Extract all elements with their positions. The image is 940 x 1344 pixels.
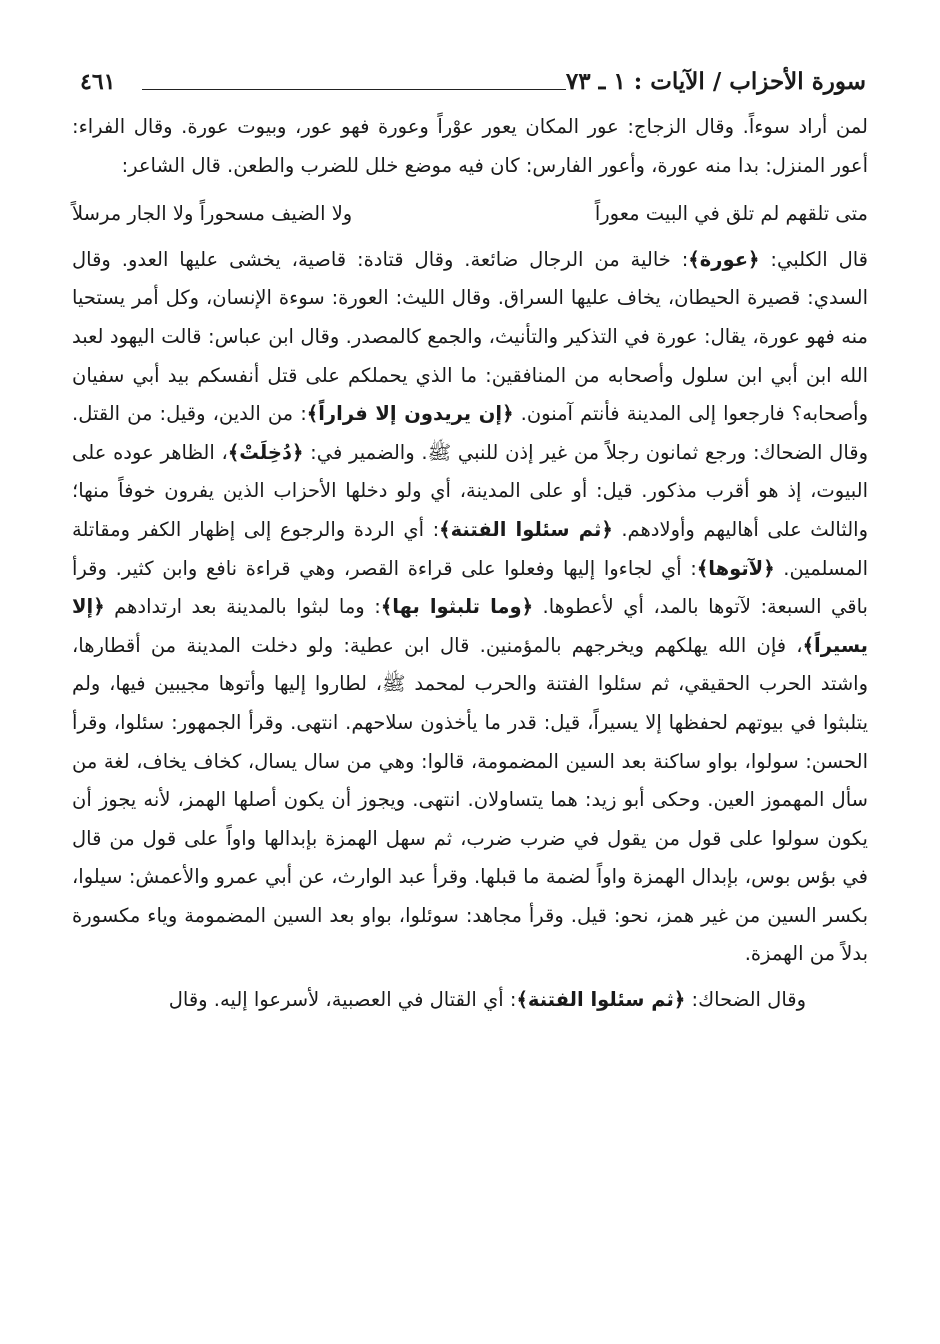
quran-bracket-open: ﴿ [291, 440, 304, 464]
paragraph-text: لمن أراد سوءاً. وقال الزجاج: عور المكان يعور عوْراً وعورة فهو عور، وبيوت عورة. وقال الفراء: أعور المنزل: بدا منه عورة، وأعور الفارس: كان فيه موضع خلل للضرب والطعن. قال الشاعر: [72, 115, 868, 177]
quran-quote-text: ثم سئلوا الفتنة [527, 988, 674, 1012]
paragraph-text: قال الكلبي: [759, 247, 868, 271]
page-header [80, 62, 866, 102]
quran-quote [228, 441, 304, 464]
quran-quote [381, 595, 533, 618]
quran-bracket-open: ﴿ [93, 595, 105, 619]
paragraph-gap [72, 974, 868, 981]
paragraph-text: : خالية من الرجال ضائعة. وقال قتادة: قاصية، يخشى عليها العدو. وقال السدي: قصيرة الحيطان، يخاف عليها السراق. وقال الليث: العورة: سوءة الإنسان، وكل أمر يستحيا منه فهو عورة، يقال: عورة في التذكير والتأنيث، والجمع كالمصدر. وقال ابن عباس: قالت اليهود لعبد الله ابن أبي ابن سلول وأصحابه من المنافقين: ما الذي يحملكم على قتل أنفسكم بيد أبي سفيان وأصحابه؟ فارجعوا إلى المدينة فأنتم آمنون. [72, 247, 868, 426]
quran-bracket-close: ﴾ [696, 556, 709, 580]
quran-bracket-close: ﴾ [439, 517, 451, 541]
quran-quote-text: عورة [699, 247, 749, 271]
header-rule [142, 89, 566, 90]
quran-bracket-open: ﴿ [521, 595, 534, 619]
quran-bracket-open: ﴿ [763, 556, 775, 580]
quran-bracket-close: ﴾ [380, 595, 393, 619]
paragraph-text: : من الدين، وقيل: من القتل. وقال الضحاك: ورجع ثمانون رجلاً من غير إذن للنبي ﷺ. والضمير في: [72, 402, 868, 464]
paragraph-text: ، فإن الله يهلكهم ويخرجهم بالمؤمنين. قال ابن عطية: ولو دخلت المدينة من أقطارها، واشتد الحرب الحقيقي، ثم سئلوا الفتنة والحرب لمحمد ﷺ، لطاروا إليها وأتوها مجيبين فيها، ولم يتلبثوا في بيوتهم لحفظها إلا يسيراً، قيل: قدر ما يأخذون سلاحهم. انتهى. وقرأ الجمهور: سئلوا، وقرأ الحسن: سولوا، بواو ساكنة بعد السين المضمومة، قالوا: وهي من سال يسال، كخاف يخاف، لغة من سأل المهموز العين. وحكى أبو زيد: هما يتساولان. انتهى. ويجوز أن يكون أصلها الهمز، لأنه يجوز أن يكون سولوا على قول من يقول في ضرب ضرب، ثم سهل الهمزة بإبدالها واواً على قول من قال في بؤس بوس، بإبدال الهمزة واواً لضمة ما قبلها. وقرأ عبد الوارث، عن أبي عمرو والأعمش: سيلوا، بكسر السين من غير همز، نحو: قيل. وقرأ مجاهد: سوئلوا، بواو بعد السين المضمومة وياء مكسورة بدلاً من الهمزة. [72, 633, 868, 966]
quran-quote-text: ثم سئلوا الفتنة [450, 517, 602, 541]
paragraph-text: : أي القتال في العصبية، لأسرعوا إليه. وقال [168, 988, 517, 1012]
quran-bracket-close: ﴾ [802, 633, 815, 657]
poetry-verse [72, 195, 868, 234]
quran-bracket-open: ﴿ [601, 517, 613, 541]
paragraph-text: : أي الردة والرجوع إلى إظهار الكفر ومقاتلة المسلمين. [72, 517, 868, 580]
quran-bracket-open: ﴿ [502, 402, 514, 426]
quran-bracket-close: ﴾ [688, 247, 700, 271]
paragraph-dahhak [72, 981, 868, 1020]
quran-quote-text: وما تلبثوا بها [392, 595, 522, 619]
paragraph-zajjaj [72, 108, 868, 185]
quran-quote [516, 988, 685, 1011]
verse-second-hemistich: ولا الضيف مسحوراً ولا الجار مرسلاً [72, 202, 353, 226]
quran-bracket-close: ﴾ [516, 988, 528, 1012]
paragraph-text: : وما لبثوا بالمدينة بعد ارتدادهم [104, 595, 381, 619]
paragraph-text: وقال الضحاك: [685, 988, 806, 1012]
quran-bracket-open: ﴿ [748, 247, 760, 271]
quran-bracket-open: ﴿ [673, 988, 686, 1012]
verse-first-hemistich: متى تلقهم لم تلق في البيت معوراً [594, 202, 868, 226]
page-number: ٤٦١ [80, 69, 116, 95]
quran-quote [697, 557, 775, 580]
paragraph-kalbi [72, 241, 868, 974]
quran-quote-text: دُخِلَتْ [239, 440, 292, 464]
paragraph-text: ، الظاهر عوده على البيوت، إذ هو أقرب مذكور. قيل: أو على المدينة، أي ولو دخلها الأحزاب الذين يفرون خوفاً منها؛ والثالث على أهاليهم وأولادهم. [72, 440, 869, 541]
quran-quote-text: لآتوها [708, 556, 764, 580]
quran-bracket-close: ﴾ [306, 402, 319, 426]
running-title: سورة الأحزاب / الآيات : ١ ـ ٧٣ [565, 68, 866, 95]
quran-quote [439, 518, 613, 541]
quran-quote-text: إلا يسيراً [72, 595, 868, 657]
quran-quote [688, 248, 759, 271]
paragraph-text: : أي لجاءوا إليها وفعلوا على قراءة القصر، وهي قراءة نافع وابن كثير. وقرأ باقي السبعة: لآتوها بالمد، أي لأعطوها. [72, 556, 868, 619]
quran-quote-text: إن يريدون إلا فراراً [318, 402, 503, 426]
quran-quote [307, 402, 514, 425]
page-body [72, 108, 868, 1020]
quran-bracket-close: ﴾ [227, 440, 240, 464]
